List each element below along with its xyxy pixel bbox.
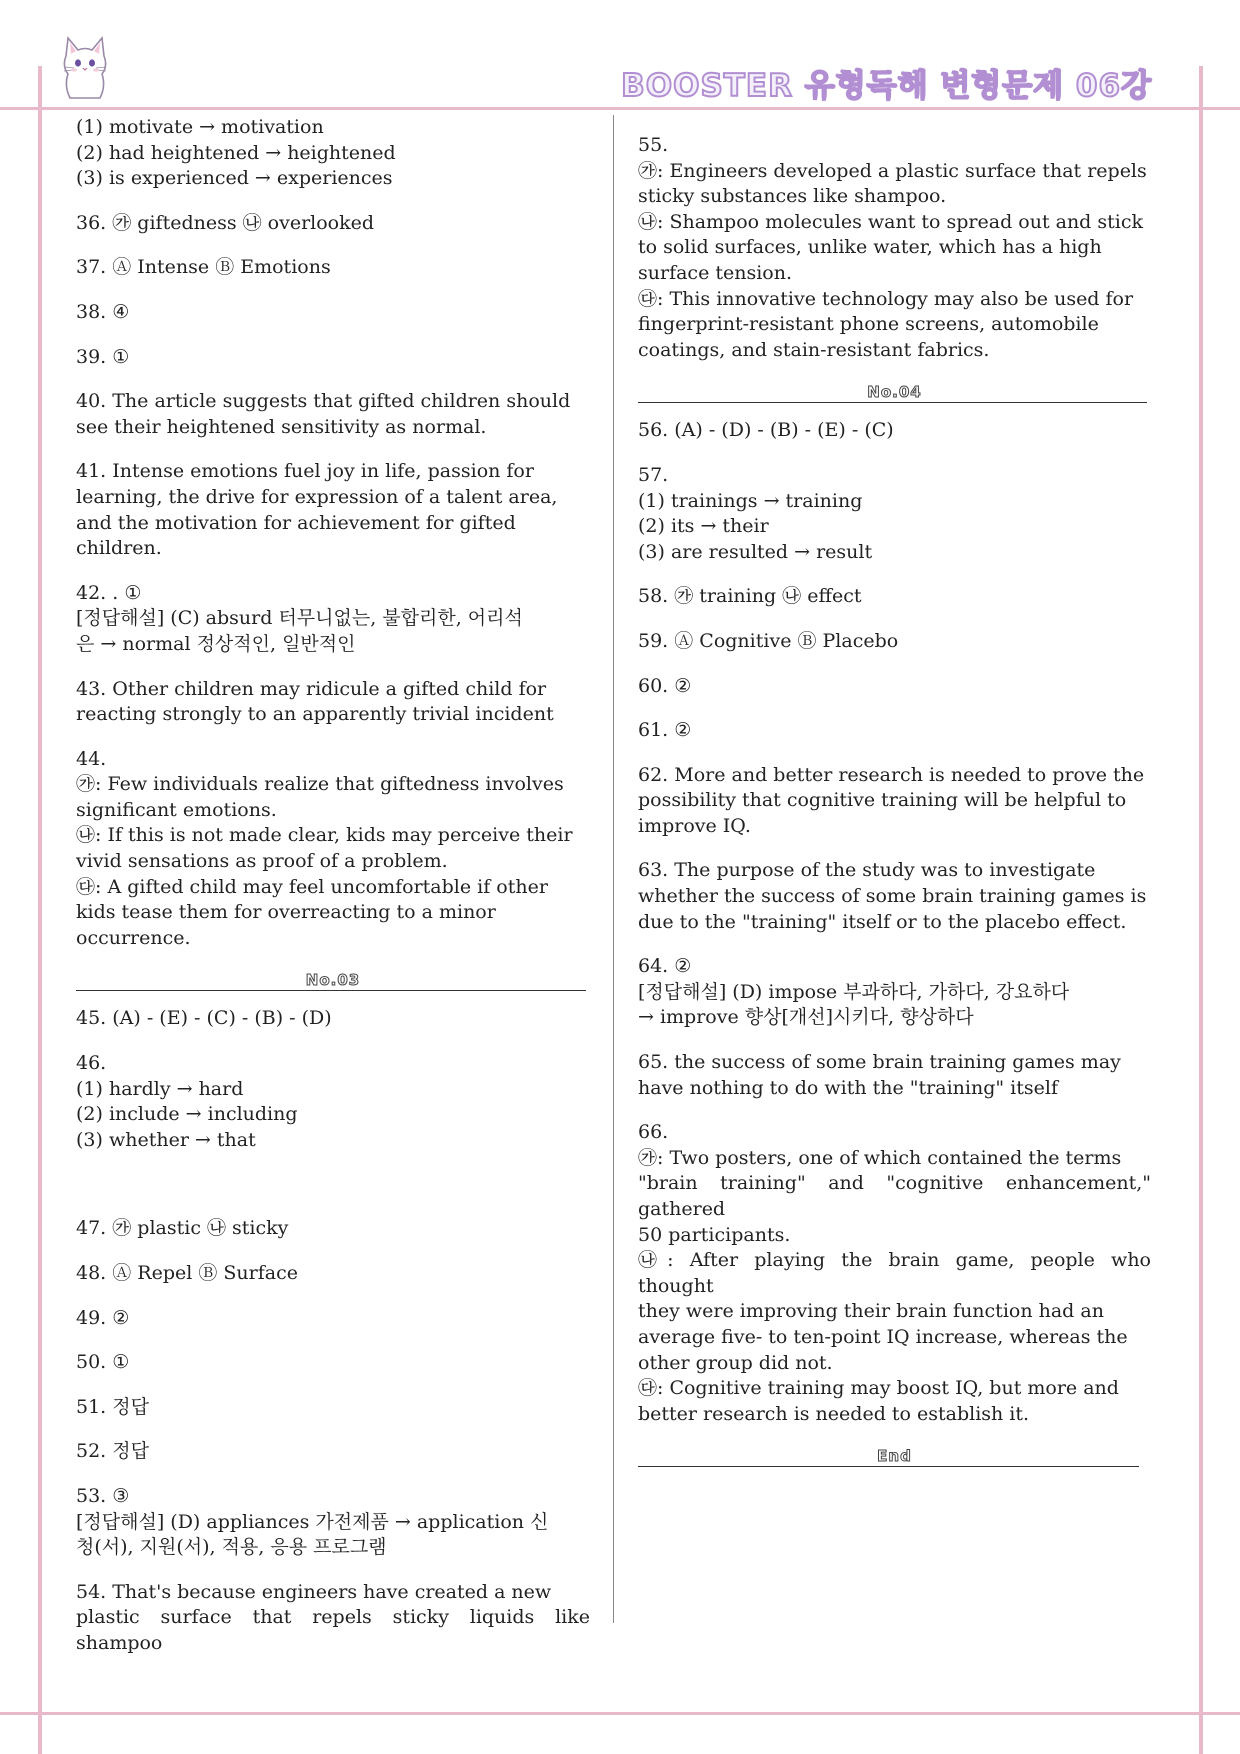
answer-line: fingerprint-resistant phone screens, automobile — [638, 313, 1099, 336]
answer-line: 44. — [76, 747, 107, 770]
answer-48 — [76, 1261, 590, 1287]
answer-line: ㉯: Shampoo molecules want to spread out and stick — [638, 210, 1144, 233]
answer-line: surface tension. — [638, 261, 793, 284]
answer-61 — [638, 718, 1151, 744]
frame-bottom-line — [0, 1712, 1240, 1715]
answer-line: 54. That's because engineers have created a new — [76, 1580, 552, 1603]
answer-line: 60. ② — [638, 674, 692, 697]
answer-37 — [76, 255, 590, 281]
answer-line: better research is needed to establish it. — [638, 1402, 1030, 1425]
answer-line: 46. — [76, 1052, 107, 1075]
answer-50 — [76, 1350, 590, 1376]
column-divider — [613, 115, 614, 1623]
answer-line: (3) whether → that — [76, 1128, 256, 1151]
answer-line: due to the "training" itself or to the placebo effect. — [638, 910, 1127, 933]
separator-rule — [638, 1466, 1139, 1467]
answer-line: 47. ㉮ plastic ㉯ sticky — [76, 1217, 289, 1240]
answer-line: (3) are resulted → result — [638, 540, 873, 563]
answer-36 — [76, 211, 590, 237]
answer-52 — [76, 1439, 590, 1465]
answer-line: 55. — [638, 134, 669, 156]
answer-line: reacting strongly to an apparently trivial incident — [76, 703, 554, 726]
answer-line: 64. ② — [638, 955, 692, 978]
answer-66 — [638, 1120, 1151, 1427]
answer-line: to solid surfaces, unlike water, which has a high — [638, 236, 1102, 259]
answer-line: ㉰: This innovative technology may also be used for — [638, 287, 1134, 310]
answer-line: learning, the drive for expression of a talent area, — [76, 485, 558, 508]
section-label: No.03 — [305, 971, 361, 990]
answer-line: [정답해설] (D) appliances 가전제품 → application 신 — [76, 1510, 549, 1533]
answer-49 — [76, 1306, 590, 1332]
answer-35 — [76, 115, 590, 192]
section-separator-no04 — [638, 380, 1151, 406]
answer-line: vivid sensations as proof of a problem. — [76, 850, 448, 873]
answer-45 — [76, 1006, 590, 1032]
answer-line: ㉮: Two posters, one of which contained the terms — [638, 1146, 1122, 1169]
cat-logo-icon — [56, 34, 114, 104]
answer-line: (2) its → their — [638, 515, 769, 538]
answer-53 — [76, 1484, 590, 1561]
answer-line: (3) is experienced → experiences — [76, 167, 393, 190]
answer-line: 51. 정답 — [76, 1395, 149, 1418]
right-column — [638, 133, 1151, 1482]
answer-line: 50. ① — [76, 1351, 130, 1374]
answer-65 — [638, 1050, 1151, 1101]
answer-line: (1) trainings → training — [638, 489, 863, 512]
answer-line: kids tease them for overreacting to a minor — [76, 901, 496, 924]
answer-57 — [638, 463, 1151, 565]
answer-64 — [638, 954, 1151, 1031]
answer-line: 40. The article suggests that gifted children should — [76, 390, 571, 413]
answer-line: children. — [76, 537, 162, 560]
answer-58 — [638, 584, 1151, 610]
answer-line: 39. ① — [76, 345, 130, 368]
answer-line: 52. 정답 — [76, 1440, 149, 1463]
answer-line: 56. (A) - (D) - (B) - (E) - (C) — [638, 419, 894, 442]
answer-line: other group did not. — [638, 1351, 833, 1374]
answer-line: 43. Other children may ridicule a gifted child for — [76, 677, 547, 700]
header-title: BOOSTER 유형독해 변형문제 06강 — [621, 68, 1152, 104]
answer-line: 45. (A) - (E) - (C) - (B) - (D) — [76, 1007, 332, 1030]
answer-line: 41. Intense emotions fuel joy in life, passion for — [76, 460, 534, 483]
frame-right-line — [1199, 66, 1203, 1754]
answer-line: see their heightened sensitivity as normal. — [76, 415, 487, 438]
answer-line: (1) hardly → hard — [76, 1077, 244, 1100]
answer-line: ㉰: Cognitive training may boost IQ, but more and — [638, 1377, 1119, 1400]
answer-63 — [638, 858, 1151, 935]
section-label: No.04 — [867, 383, 922, 402]
answer-line: (2) had heightened → heightened — [76, 141, 396, 164]
answer-44 — [76, 747, 590, 952]
answer-line: 53. ③ — [76, 1484, 130, 1507]
answer-line: 37. Ⓐ Intense Ⓑ Emotions — [76, 256, 331, 279]
answer-41 — [76, 459, 590, 561]
answer-line: 50 participants. — [638, 1223, 791, 1246]
answer-line: ㉯: After playing the brain game, people who thought — [638, 1249, 1151, 1297]
answer-line: 59. Ⓐ Cognitive Ⓑ Placebo — [638, 629, 899, 652]
answer-line: have nothing to do with the "training" itself — [638, 1076, 1058, 1099]
answer-47 — [76, 1216, 590, 1242]
answer-line: 66. — [638, 1121, 669, 1144]
answer-line: ㉯: If this is not made clear, kids may perceive their — [76, 824, 573, 847]
answer-line: 58. ㉮ training ㉯ effect — [638, 585, 862, 608]
frame-left-line — [38, 66, 42, 1754]
answer-62 — [638, 763, 1151, 840]
answer-line: 38. ④ — [76, 300, 130, 323]
answer-line: ㉮: Few individuals realize that giftedness involves — [76, 773, 564, 796]
answer-line: 48. Ⓐ Repel Ⓑ Surface — [76, 1262, 298, 1284]
answer-line: 65. the success of some brain training games may — [638, 1051, 1121, 1074]
answer-line: whether the success of some brain training games is — [638, 885, 1147, 908]
blank-gap — [76, 1172, 590, 1216]
answer-line: → improve 향상[개선]시키다, 향상하다 — [638, 1006, 974, 1029]
section-separator-no03 — [76, 968, 590, 994]
answer-line: 42. . ① — [76, 581, 142, 604]
answer-line: 청(서), 지원(서), 적용, 응용 프로그램 — [76, 1536, 387, 1559]
answer-42 — [76, 581, 590, 658]
answer-line: 63. The purpose of the study was to investigate — [638, 859, 1096, 882]
answer-39 — [76, 345, 590, 371]
left-column — [76, 115, 590, 1676]
separator-rule — [638, 402, 1147, 403]
answer-line: occurrence. — [76, 926, 191, 949]
answer-line: they were improving their brain function had an — [638, 1300, 1104, 1323]
answer-line: (2) include → including — [76, 1103, 298, 1126]
answer-line: significant emotions. — [76, 798, 277, 821]
answer-line: possibility that cognitive training will be helpful to — [638, 789, 1127, 812]
answer-line: 62. More and better research is needed to prove the — [638, 763, 1145, 786]
answer-line: and the motivation for achievement for gifted — [76, 511, 516, 534]
end-separator — [638, 1444, 1151, 1470]
answer-43 — [76, 677, 590, 728]
answer-line: 은 → normal 정상적인, 일반적인 — [76, 632, 356, 655]
frame-top-line — [0, 107, 1240, 110]
answer-line: ㉮: Engineers developed a plastic surface that repels — [638, 159, 1147, 182]
answer-line: average five- to ten-point IQ increase, whereas the — [638, 1325, 1128, 1348]
separator-rule — [76, 990, 586, 991]
answer-line: [정답해설] (C) absurd 터무니없는, 불합리한, 어리석 — [76, 607, 523, 630]
answer-59 — [638, 629, 1151, 655]
answer-line: improve IQ. — [638, 814, 751, 837]
answer-line: 49. ② — [76, 1306, 130, 1329]
answer-line: plastic surface that repels sticky liquids like shampoo — [76, 1606, 590, 1654]
answer-line: ㉰: A gifted child may feel uncomfortable if other — [76, 875, 548, 898]
answer-60 — [638, 674, 1151, 700]
answer-line: "brain training" and "cognitive enhancement," gathered — [638, 1172, 1151, 1220]
answer-55 — [638, 133, 1151, 363]
answer-46 — [76, 1051, 590, 1153]
answer-54 — [76, 1580, 590, 1657]
answer-line: coatings, and stain-resistant fabrics. — [638, 338, 990, 361]
answer-line: sticky substances like shampoo. — [638, 185, 947, 208]
answer-line: 61. ② — [638, 719, 692, 742]
answer-line: (1) motivate → motivation — [76, 116, 324, 138]
answer-38 — [76, 300, 590, 326]
answer-line: 36. ㉮ giftedness ㉯ overlooked — [76, 211, 375, 234]
answer-line: 57. — [638, 463, 669, 486]
end-label: End — [877, 1447, 912, 1466]
answer-40 — [76, 389, 590, 440]
answer-56 — [638, 418, 1151, 444]
answer-51 — [76, 1395, 590, 1421]
answer-line: [정답해설] (D) impose 부과하다, 가하다, 강요하다 — [638, 980, 1070, 1003]
